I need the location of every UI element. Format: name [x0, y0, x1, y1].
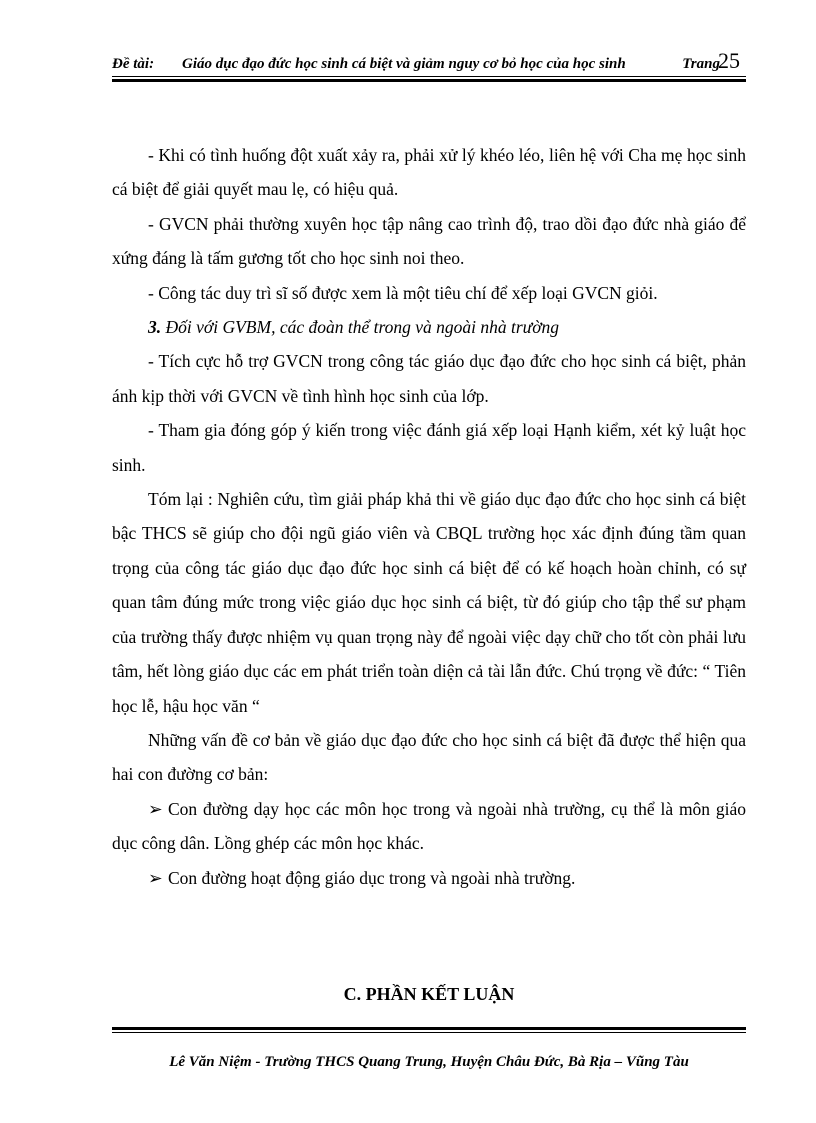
page-header — [112, 48, 746, 74]
page-footer: Lê Văn Niệm - Trường THCS Quang Trung, Huyện Châu Đức, Bà Rịa – Vũng Tàu — [169, 1054, 689, 1070]
path-item — [112, 861, 746, 895]
page-number: 25 — [718, 48, 740, 73]
arrow-bullet-icon: ➢ — [148, 798, 163, 819]
bullet-item: - Khi có tình huống đột xuất xảy ra, phải xử lý khéo léo, liên hệ với Cha mẹ học sinh cá biệt để giải quyết mau lẹ, có hiệu quả. — [112, 145, 746, 200]
arrow-bullet-icon: ➢ — [148, 867, 163, 888]
bullet-item: - Công tác duy trì sĩ số được xem là một tiêu chí để xếp loại GVCN giỏi. — [148, 282, 658, 303]
path-text: Con đường dạy học các môn học trong và ngoài nhà trường, cụ thể là môn giáo dục công dân. Lồng ghép các môn học khác. — [112, 798, 746, 854]
bullet-item: - Tích cực hỗ trợ GVCN trong công tác giáo dục đạo đức cho học sinh cá biệt, phản ánh kịp thời với GVCN về tình hình học sinh của lớp. — [112, 351, 746, 406]
bullet-item: - Tham gia đóng góp ý kiến trong việc đánh giá xếp loại Hạnh kiểm, xét kỷ luật học sinh. — [112, 420, 746, 475]
bullet-item: - GVCN phải thường xuyên học tập nâng cao trình độ, trao dồi đạo đức nhà giáo để xứng đáng là tấm gương tốt cho học sinh noi theo. — [112, 213, 746, 269]
section-title: Đối với GVBM, các đoàn thể trong và ngoài nhà trường — [165, 317, 560, 338]
path-text: Con đường hoạt động giáo dục trong và ngoài nhà trường. — [168, 867, 576, 888]
topic-title: Giáo dục đạo đức học sinh cá biệt và giảm nguy cơ bỏ học của học sinh — [182, 56, 626, 72]
intro-paragraph: Những vấn đề cơ bản về giáo dục đạo đức cho học sinh cá biệt đã được thể hiện qua hai con đường cơ bản: — [112, 729, 746, 785]
conclusion-heading: C. PHẦN KẾT LUẬN — [343, 984, 515, 1004]
summary-paragraph: Tóm lại : Nghiên cứu, tìm giải pháp khả thi về giáo dục đạo đức cho học sinh cá biệt bậc THCS sẽ giúp cho đội ngũ giáo viên và CBQL trường học xác định đúng tầm quan trọng của công tác giáo dục đạo đức học sinh cá biệt để có kế hoạch hoàn chỉnh, có sự quan tâm đúng mức trong việc giáo dục học sinh cá biệt, từ đó giúp cho tập thể sư phạm của trường thấy được nhiệm vụ quan trọng này để ngoài việc dạy chữ cho tốt còn phải lưu tâm, hết lòng giáo dục các em phát triển toàn diện cả tài lẫn đức. Chú trọng về đức: “ Tiên học lễ, hậu học văn “ — [112, 489, 746, 716]
path-item — [112, 792, 746, 861]
header-rule — [112, 76, 746, 82]
topic-label: Đề tài: — [112, 56, 155, 72]
section-heading — [112, 310, 746, 344]
footer-rule — [112, 1027, 746, 1033]
body-text — [112, 138, 746, 895]
page-label: Trang — [682, 56, 720, 72]
section-number: 3. — [148, 317, 162, 338]
